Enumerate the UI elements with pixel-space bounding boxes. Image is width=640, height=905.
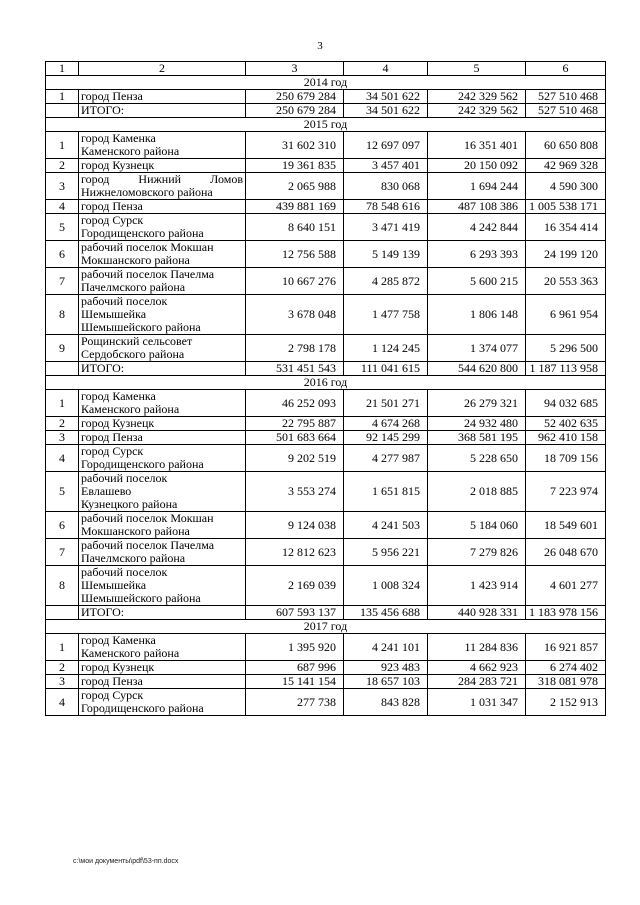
value-cell-col-3: 12 812 623	[246, 539, 344, 566]
value-cell-col-3: 531 451 543	[246, 362, 344, 376]
name-line: рабочий поселок	[81, 565, 168, 579]
name-line: Евлашево	[81, 484, 132, 498]
value-cell-col-3: 250 679 284	[246, 90, 344, 104]
name-line: Мокшанского района	[81, 253, 190, 267]
table-row	[46, 431, 606, 445]
name-line: город Нижний Ломов	[81, 172, 243, 186]
table-row	[46, 90, 606, 104]
value-cell-col-6: 4 601 277	[526, 566, 606, 606]
table-row	[46, 268, 606, 295]
row-number: 7	[46, 268, 79, 295]
row-number: 8	[46, 566, 79, 606]
name-line: город Сурск	[81, 688, 144, 702]
value-cell-col-4: 1 008 324	[344, 566, 428, 606]
value-cell-col-5: 487 108 386	[428, 200, 526, 214]
name-line: Пачелмского района	[81, 551, 186, 565]
row-number: 4	[46, 689, 79, 716]
value-cell-col-5: 5 600 215	[428, 268, 526, 295]
value-cell-col-5: 7 279 826	[428, 539, 526, 566]
value-cell-col-5: 6 293 393	[428, 241, 526, 268]
value-cell-col-5: 5 184 060	[428, 512, 526, 539]
row-number: 1	[46, 132, 79, 159]
value-cell-col-3: 501 683 664	[246, 431, 344, 445]
value-cell-col-6: 26 048 670	[526, 539, 606, 566]
data-table	[45, 61, 606, 716]
value-cell-col-5: 4 662 923	[428, 661, 526, 675]
value-cell-col-3: 2 169 039	[246, 566, 344, 606]
value-cell-col-5: 11 284 836	[428, 634, 526, 661]
name-line: город Пенза	[81, 89, 143, 103]
table-row	[46, 241, 606, 268]
name-line: город Кузнецк	[81, 158, 155, 172]
value-cell-col-4: 1 477 758	[344, 295, 428, 335]
value-cell-col-6: 18 709 156	[526, 445, 606, 472]
municipality-name	[79, 431, 246, 445]
value-cell-col-3: 250 679 284	[246, 104, 344, 118]
value-cell-col-5: 4 242 844	[428, 214, 526, 241]
municipality-name	[79, 539, 246, 566]
column-header: 5	[428, 62, 526, 76]
municipality-name	[79, 417, 246, 431]
name-line: Городищенского района	[81, 701, 204, 715]
value-cell-col-6: 6 274 402	[526, 661, 606, 675]
column-header: 3	[246, 62, 344, 76]
value-cell-col-5: 242 329 562	[428, 90, 526, 104]
name-line: Каменского района	[81, 646, 180, 660]
table-row	[46, 132, 606, 159]
value-cell-col-6: 94 032 685	[526, 390, 606, 417]
value-cell-col-3: 687 996	[246, 661, 344, 675]
value-cell-col-3: 1 395 920	[246, 634, 344, 661]
year-row	[46, 620, 606, 634]
name-line: Шемышейского района	[81, 591, 201, 605]
municipality-name	[79, 445, 246, 472]
table-row	[46, 200, 606, 214]
table-row	[46, 445, 606, 472]
value-cell-col-6: 1 005 538 171	[526, 200, 606, 214]
name-line: город Каменка	[81, 633, 156, 647]
row-number	[46, 104, 79, 118]
file-path-footer: c:\мои документы\pdf\53-пп.docx	[73, 858, 179, 865]
municipality-name	[79, 90, 246, 104]
table-row	[46, 661, 606, 675]
name-line: Шемышейка	[81, 578, 147, 592]
value-cell-col-4: 5 149 139	[344, 241, 428, 268]
year-row	[46, 76, 606, 90]
value-cell-col-4: 923 483	[344, 661, 428, 675]
value-cell-col-5: 1 374 077	[428, 335, 526, 362]
name-line: рабочий поселок Мокшан	[81, 240, 214, 254]
year-heading: 2016 год	[46, 376, 606, 390]
value-cell-col-4: 4 241 503	[344, 512, 428, 539]
value-cell-col-3: 19 361 835	[246, 159, 344, 173]
value-cell-col-4: 3 457 401	[344, 159, 428, 173]
municipality-name	[79, 512, 246, 539]
table-row	[46, 539, 606, 566]
value-cell-col-6: 24 199 120	[526, 241, 606, 268]
row-number: 6	[46, 512, 79, 539]
value-cell-col-4: 843 828	[344, 689, 428, 716]
row-number: 4	[46, 445, 79, 472]
value-cell-col-5: 5 228 650	[428, 445, 526, 472]
value-cell-col-4: 3 471 419	[344, 214, 428, 241]
name-line: Городищенского района	[81, 226, 204, 240]
value-cell-col-5: 1 806 148	[428, 295, 526, 335]
municipality-name	[79, 159, 246, 173]
table-row	[46, 159, 606, 173]
value-cell-col-6: 6 961 954	[526, 295, 606, 335]
name-line: ИТОГО:	[81, 103, 125, 117]
municipality-name	[79, 335, 246, 362]
value-cell-col-3: 277 738	[246, 689, 344, 716]
row-number	[46, 362, 79, 376]
table-row	[46, 472, 606, 512]
value-cell-col-5: 2 018 885	[428, 472, 526, 512]
municipality-name	[79, 295, 246, 335]
value-cell-col-6: 60 650 808	[526, 132, 606, 159]
municipality-name	[79, 132, 246, 159]
value-cell-col-4: 5 956 221	[344, 539, 428, 566]
column-header: 1	[46, 62, 79, 76]
municipality-name	[79, 241, 246, 268]
value-cell-col-3: 22 795 887	[246, 417, 344, 431]
value-cell-col-5: 368 581 195	[428, 431, 526, 445]
name-line: рабочий поселок	[81, 471, 168, 485]
value-cell-col-6: 52 402 635	[526, 417, 606, 431]
row-number: 8	[46, 295, 79, 335]
value-cell-col-4: 34 501 622	[344, 104, 428, 118]
name-line: город Каменка	[81, 389, 156, 403]
value-cell-col-6: 962 410 158	[526, 431, 606, 445]
value-cell-col-5: 1 423 914	[428, 566, 526, 606]
value-cell-col-5: 544 620 800	[428, 362, 526, 376]
municipality-name	[79, 566, 246, 606]
row-number: 4	[46, 200, 79, 214]
table-row	[46, 675, 606, 689]
table-row	[46, 390, 606, 417]
value-cell-col-4: 4 277 987	[344, 445, 428, 472]
table-row	[46, 634, 606, 661]
value-cell-col-5: 24 932 480	[428, 417, 526, 431]
value-cell-col-3: 2 798 178	[246, 335, 344, 362]
name-line: Рощинский сельсовет	[81, 334, 193, 348]
column-header: 2	[79, 62, 246, 76]
value-cell-col-3: 439 881 169	[246, 200, 344, 214]
year-row	[46, 376, 606, 390]
value-cell-col-5: 242 329 562	[428, 104, 526, 118]
name-line: Сердобского района	[81, 347, 185, 361]
name-line: Шемышейского района	[81, 320, 201, 334]
row-number: 3	[46, 173, 79, 200]
name-line: ИТОГО:	[81, 361, 125, 375]
name-line: город Сурск	[81, 444, 144, 458]
value-cell-col-6: 20 553 363	[526, 268, 606, 295]
name-line: рабочий поселок Пачелма	[81, 267, 215, 281]
municipality-name	[79, 104, 246, 118]
row-number	[46, 606, 79, 620]
value-cell-col-4: 1 651 815	[344, 472, 428, 512]
table-row	[46, 335, 606, 362]
data-table-container	[45, 61, 605, 716]
table-row	[46, 417, 606, 431]
municipality-name	[79, 634, 246, 661]
value-cell-col-3: 15 141 154	[246, 675, 344, 689]
year-row	[46, 118, 606, 132]
value-cell-col-4: 4 241 101	[344, 634, 428, 661]
value-cell-col-6: 1 187 113 958	[526, 362, 606, 376]
name-line: Мокшанского района	[81, 524, 190, 538]
value-cell-col-5: 1 031 347	[428, 689, 526, 716]
name-line: город Пенза	[81, 199, 143, 213]
row-number: 2	[46, 661, 79, 675]
value-cell-col-3: 46 252 093	[246, 390, 344, 417]
value-cell-col-4: 21 501 271	[344, 390, 428, 417]
value-cell-col-3: 9 202 519	[246, 445, 344, 472]
value-cell-col-6: 527 510 468	[526, 90, 606, 104]
row-number: 2	[46, 159, 79, 173]
value-cell-col-4: 111 041 615	[344, 362, 428, 376]
name-line: Нижнеломовского района	[81, 185, 213, 199]
value-cell-col-4: 18 657 103	[344, 675, 428, 689]
value-cell-col-3: 607 593 137	[246, 606, 344, 620]
row-number: 2	[46, 417, 79, 431]
value-cell-col-4: 1 124 245	[344, 335, 428, 362]
year-heading: 2017 год	[46, 620, 606, 634]
header-row	[46, 62, 606, 76]
municipality-name	[79, 606, 246, 620]
value-cell-col-4: 34 501 622	[344, 90, 428, 104]
municipality-name	[79, 661, 246, 675]
value-cell-col-5: 284 283 721	[428, 675, 526, 689]
municipality-name	[79, 472, 246, 512]
value-cell-col-4: 12 697 097	[344, 132, 428, 159]
value-cell-col-6: 4 590 300	[526, 173, 606, 200]
row-number: 3	[46, 431, 79, 445]
table-row	[46, 295, 606, 335]
value-cell-col-4: 830 068	[344, 173, 428, 200]
table-row	[46, 566, 606, 606]
value-cell-col-6: 16 354 414	[526, 214, 606, 241]
year-heading: 2014 год	[46, 76, 606, 90]
value-cell-col-6: 7 223 974	[526, 472, 606, 512]
municipality-name	[79, 689, 246, 716]
table-body	[46, 62, 606, 716]
value-cell-col-3: 8 640 151	[246, 214, 344, 241]
municipality-name	[79, 675, 246, 689]
table-row	[46, 606, 606, 620]
value-cell-col-4: 4 285 872	[344, 268, 428, 295]
table-row	[46, 362, 606, 376]
row-number: 5	[46, 472, 79, 512]
municipality-name	[79, 173, 246, 200]
value-cell-col-6: 318 081 978	[526, 675, 606, 689]
row-number: 1	[46, 90, 79, 104]
name-line: город Сурск	[81, 213, 144, 227]
row-number: 9	[46, 335, 79, 362]
table-row	[46, 512, 606, 539]
value-cell-col-4: 92 145 299	[344, 431, 428, 445]
value-cell-col-3: 10 667 276	[246, 268, 344, 295]
value-cell-col-5: 16 351 401	[428, 132, 526, 159]
table-row	[46, 689, 606, 716]
name-line: Каменского района	[81, 402, 180, 416]
name-line: город Кузнецк	[81, 416, 155, 430]
name-line: ИТОГО:	[81, 605, 125, 619]
value-cell-col-3: 9 124 038	[246, 512, 344, 539]
name-line: рабочий поселок	[81, 294, 168, 308]
municipality-name	[79, 268, 246, 295]
value-cell-col-6: 18 549 601	[526, 512, 606, 539]
value-cell-col-5: 1 694 244	[428, 173, 526, 200]
name-line: город Пенза	[81, 674, 143, 688]
value-cell-col-6: 5 296 500	[526, 335, 606, 362]
value-cell-col-4: 78 548 616	[344, 200, 428, 214]
table-row	[46, 173, 606, 200]
value-cell-col-3: 3 678 048	[246, 295, 344, 335]
value-cell-col-6: 16 921 857	[526, 634, 606, 661]
row-number: 6	[46, 241, 79, 268]
name-line: Пачелмского района	[81, 280, 186, 294]
row-number: 1	[46, 390, 79, 417]
value-cell-col-6: 42 969 328	[526, 159, 606, 173]
row-number: 3	[46, 675, 79, 689]
name-line: рабочий поселок Мокшан	[81, 511, 214, 525]
value-cell-col-3: 3 553 274	[246, 472, 344, 512]
year-heading: 2015 год	[46, 118, 606, 132]
value-cell-col-4: 135 456 688	[344, 606, 428, 620]
page-number: 3	[317, 40, 323, 52]
municipality-name	[79, 390, 246, 417]
row-number: 5	[46, 214, 79, 241]
name-line: Каменского района	[81, 144, 180, 158]
value-cell-col-5: 440 928 331	[428, 606, 526, 620]
value-cell-col-4: 4 674 268	[344, 417, 428, 431]
name-line: рабочий поселок Пачелма	[81, 538, 215, 552]
value-cell-col-3: 31 602 310	[246, 132, 344, 159]
name-line: Кузнецкого района	[81, 497, 178, 511]
name-line: город Каменка	[81, 131, 156, 145]
name-line: Городищенского района	[81, 457, 204, 471]
row-number: 1	[46, 634, 79, 661]
row-number: 7	[46, 539, 79, 566]
value-cell-col-5: 20 150 092	[428, 159, 526, 173]
column-header: 4	[344, 62, 428, 76]
value-cell-col-3: 12 756 588	[246, 241, 344, 268]
value-cell-col-3: 2 065 988	[246, 173, 344, 200]
value-cell-col-6: 1 183 978 156	[526, 606, 606, 620]
value-cell-col-6: 2 152 913	[526, 689, 606, 716]
name-line: город Пенза	[81, 430, 143, 444]
municipality-name	[79, 200, 246, 214]
value-cell-col-6: 527 510 468	[526, 104, 606, 118]
name-line: Шемышейка	[81, 307, 147, 321]
name-line: город Кузнецк	[81, 660, 155, 674]
table-row	[46, 214, 606, 241]
table-row	[46, 104, 606, 118]
column-header: 6	[526, 62, 606, 76]
municipality-name	[79, 362, 246, 376]
municipality-name	[79, 214, 246, 241]
value-cell-col-5: 26 279 321	[428, 390, 526, 417]
